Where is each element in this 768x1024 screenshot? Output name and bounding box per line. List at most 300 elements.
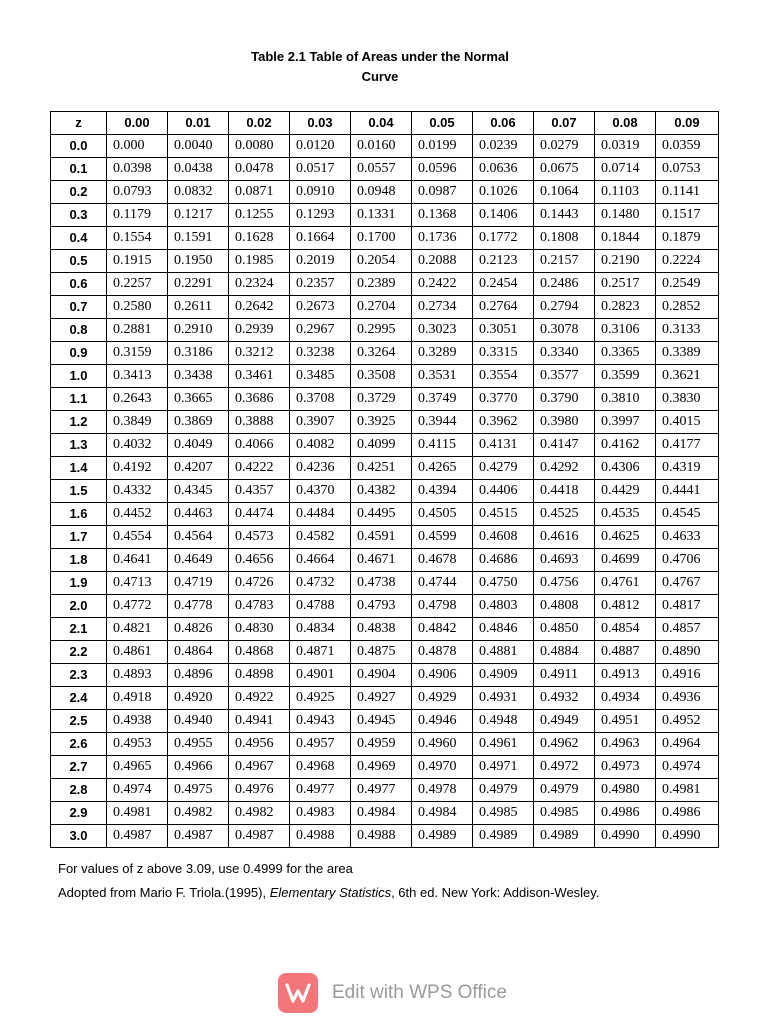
header-col-0.07: 0.07 [534,112,595,135]
area-cell: 0.2291 [168,273,229,296]
area-cell: 0.4370 [290,480,351,503]
area-cell: 0.4962 [534,733,595,756]
z-value-cell: 1.3 [51,434,107,457]
area-cell: 0.4838 [351,618,412,641]
area-cell: 0.4945 [351,710,412,733]
area-cell: 0.2673 [290,296,351,319]
area-cell: 0.4868 [229,641,290,664]
area-cell: 0.4881 [473,641,534,664]
area-cell: 0.4525 [534,503,595,526]
footnote-threshold: For values of z above 3.09, use 0.4999 for the area [58,861,353,876]
table-row [51,319,719,342]
area-cell: 0.0239 [473,135,534,158]
area-cell: 0.4778 [168,595,229,618]
area-cell: 0.0160 [351,135,412,158]
area-cell: 0.4713 [107,572,168,595]
area-cell: 0.4817 [656,595,719,618]
area-cell: 0.3508 [351,365,412,388]
area-cell: 0.4738 [351,572,412,595]
area-cell: 0.4985 [534,802,595,825]
area-cell: 0.3264 [351,342,412,365]
area-cell: 0.3810 [595,388,656,411]
area-cell: 0.0636 [473,158,534,181]
area-cell: 0.4099 [351,434,412,457]
area-cell: 0.2580 [107,296,168,319]
header-z: z [51,112,107,135]
area-cell: 0.3485 [290,365,351,388]
z-value-cell: 2.0 [51,595,107,618]
area-cell: 0.4975 [168,779,229,802]
table-row [51,779,719,802]
area-cell: 0.0793 [107,181,168,204]
citation-prefix: Adopted from Mario F. Triola.(1995), [58,885,270,900]
area-cell: 0.1026 [473,181,534,204]
table-row [51,296,719,319]
area-cell: 0.1772 [473,227,534,250]
area-cell: 0.3461 [229,365,290,388]
area-cell: 0.4554 [107,526,168,549]
area-cell: 0.3078 [534,319,595,342]
area-cell: 0.3869 [168,411,229,434]
z-value-cell: 2.4 [51,687,107,710]
area-cell: 0.4793 [351,595,412,618]
area-cell: 0.4306 [595,457,656,480]
area-cell: 0.4982 [229,802,290,825]
area-cell: 0.4951 [595,710,656,733]
table-title [0,47,760,87]
wps-badge-label: Edit with WPS Office [332,982,507,1003]
area-cell: 0.4015 [656,411,719,434]
area-cell: 0.4756 [534,572,595,595]
area-cell: 0.2454 [473,273,534,296]
z-value-cell: 0.7 [51,296,107,319]
area-cell: 0.1985 [229,250,290,273]
table-row [51,756,719,779]
area-cell: 0.4972 [534,756,595,779]
area-cell: 0.4957 [290,733,351,756]
area-cell: 0.3106 [595,319,656,342]
area-cell: 0.4441 [656,480,719,503]
area-cell: 0.2852 [656,296,719,319]
area-cell: 0.0517 [290,158,351,181]
z-value-cell: 2.3 [51,664,107,687]
area-cell: 0.4767 [656,572,719,595]
area-cell: 0.4564 [168,526,229,549]
area-cell: 0.4979 [534,779,595,802]
area-cell: 0.3888 [229,411,290,434]
table-row [51,273,719,296]
area-cell: 0.4812 [595,595,656,618]
area-cell: 0.4656 [229,549,290,572]
area-cell: 0.1808 [534,227,595,250]
area-cell: 0.4987 [107,825,168,848]
area-cell: 0.4961 [473,733,534,756]
area-cell: 0.2967 [290,319,351,342]
area-cell: 0.0040 [168,135,229,158]
area-cell: 0.1879 [656,227,719,250]
area-cell: 0.4987 [229,825,290,848]
area-cell: 0.0319 [595,135,656,158]
area-cell: 0.4279 [473,457,534,480]
header-col-0.08: 0.08 [595,112,656,135]
area-cell: 0.4750 [473,572,534,595]
area-cell: 0.3531 [412,365,473,388]
area-cell: 0.1406 [473,204,534,227]
area-cell: 0.4969 [351,756,412,779]
area-cell: 0.1915 [107,250,168,273]
area-cell: 0.4946 [412,710,473,733]
area-cell: 0.3962 [473,411,534,434]
area-cell: 0.2019 [290,250,351,273]
area-cell: 0.4649 [168,549,229,572]
area-cell: 0.2486 [534,273,595,296]
citation-book-title: Elementary Statistics [269,885,392,900]
area-cell: 0.4978 [412,779,473,802]
area-cell: 0.0279 [534,135,595,158]
area-cell: 0.4956 [229,733,290,756]
z-value-cell: 2.6 [51,733,107,756]
area-cell: 0.3729 [351,388,412,411]
area-cell: 0.4761 [595,572,656,595]
table-row [51,664,719,687]
z-value-cell: 1.7 [51,526,107,549]
area-cell: 0.4887 [595,641,656,664]
area-cell: 0.2357 [290,273,351,296]
area-cell: 0.3159 [107,342,168,365]
edit-with-wps-button[interactable] [278,970,507,1016]
area-cell: 0.0080 [229,135,290,158]
area-cell: 0.4986 [656,802,719,825]
area-cell: 0.4893 [107,664,168,687]
area-cell: 0.2088 [412,250,473,273]
area-cell: 0.4977 [351,779,412,802]
area-cell: 0.4875 [351,641,412,664]
z-value-cell: 1.6 [51,503,107,526]
area-cell: 0.4931 [473,687,534,710]
area-cell: 0.4913 [595,664,656,687]
area-cell: 0.4192 [107,457,168,480]
header-col-0.00: 0.00 [107,112,168,135]
area-cell: 0.3186 [168,342,229,365]
wps-logo-glyph [285,982,311,1004]
area-cell: 0.4066 [229,434,290,457]
area-cell: 0.4207 [168,457,229,480]
area-cell: 0.2157 [534,250,595,273]
area-cell: 0.4973 [595,756,656,779]
area-cell: 0.1950 [168,250,229,273]
area-cell: 0.4251 [351,457,412,480]
area-cell: 0.4693 [534,549,595,572]
area-cell: 0.0438 [168,158,229,181]
area-cell: 0.3340 [534,342,595,365]
header-col-0.05: 0.05 [412,112,473,135]
area-cell: 0.4854 [595,618,656,641]
area-cell: 0.0714 [595,158,656,181]
area-cell: 0.0753 [656,158,719,181]
area-cell: 0.3686 [229,388,290,411]
area-cell: 0.4940 [168,710,229,733]
area-cell: 0.4032 [107,434,168,457]
area-cell: 0.4934 [595,687,656,710]
area-cell: 0.4591 [351,526,412,549]
table-row [51,342,719,365]
area-cell: 0.4976 [229,779,290,802]
area-cell: 0.4846 [473,618,534,641]
wps-logo-icon [278,973,318,1013]
area-cell: 0.3599 [595,365,656,388]
area-cell: 0.4726 [229,572,290,595]
area-cell: 0.0871 [229,181,290,204]
z-value-cell: 1.0 [51,365,107,388]
area-cell: 0.4990 [595,825,656,848]
area-cell: 0.3365 [595,342,656,365]
footnotes [58,857,758,905]
area-cell: 0.4616 [534,526,595,549]
area-cell: 0.4394 [412,480,473,503]
area-cell: 0.3238 [290,342,351,365]
area-cell: 0.1591 [168,227,229,250]
area-cell: 0.4964 [656,733,719,756]
area-cell: 0.4974 [107,779,168,802]
area-cell: 0.4115 [412,434,473,457]
area-cell: 0.4573 [229,526,290,549]
table-row [51,480,719,503]
area-cell: 0.4049 [168,434,229,457]
area-cell: 0.4495 [351,503,412,526]
area-cell: 0.4783 [229,595,290,618]
area-cell: 0.3790 [534,388,595,411]
area-cell: 0.4788 [290,595,351,618]
area-cell: 0.3925 [351,411,412,434]
area-cell: 0.4959 [351,733,412,756]
z-value-cell: 2.9 [51,802,107,825]
area-cell: 0.4938 [107,710,168,733]
area-cell: 0.1255 [229,204,290,227]
area-cell: 0.4977 [290,779,351,802]
z-value-cell: 0.0 [51,135,107,158]
table-row [51,250,719,273]
z-value-cell: 1.8 [51,549,107,572]
area-cell: 0.3438 [168,365,229,388]
table-row [51,158,719,181]
area-cell: 0.4983 [290,802,351,825]
area-cell: 0.4988 [351,825,412,848]
area-cell: 0.4515 [473,503,534,526]
area-cell: 0.3907 [290,411,351,434]
area-cell: 0.3980 [534,411,595,434]
area-cell: 0.1179 [107,204,168,227]
area-cell: 0.4808 [534,595,595,618]
area-cell: 0.4878 [412,641,473,664]
area-cell: 0.2643 [107,388,168,411]
table-row [51,434,719,457]
z-value-cell: 3.0 [51,825,107,848]
table-row [51,641,719,664]
area-cell: 0.4927 [351,687,412,710]
header-col-0.01: 0.01 [168,112,229,135]
area-cell: 0.4948 [473,710,534,733]
area-cell: 0.2794 [534,296,595,319]
table-row [51,457,719,480]
area-cell: 0.2734 [412,296,473,319]
table-row [51,710,719,733]
area-cell: 0.3389 [656,342,719,365]
area-cell: 0.2939 [229,319,290,342]
citation-suffix: , 6th ed. New York: Addison-Wesley. [391,885,600,900]
area-cell: 0.4633 [656,526,719,549]
header-col-0.09: 0.09 [656,112,719,135]
area-cell: 0.3749 [412,388,473,411]
area-cell: 0.4706 [656,549,719,572]
area-cell: 0.4884 [534,641,595,664]
area-cell: 0.3133 [656,319,719,342]
area-cell: 0.4989 [412,825,473,848]
area-cell: 0.4406 [473,480,534,503]
area-cell: 0.2910 [168,319,229,342]
area-cell: 0.4826 [168,618,229,641]
area-cell: 0.0359 [656,135,719,158]
area-cell: 0.4842 [412,618,473,641]
area-cell: 0.4979 [473,779,534,802]
area-cell: 0.4830 [229,618,290,641]
area-cell: 0.4981 [656,779,719,802]
area-cell: 0.4911 [534,664,595,687]
area-cell: 0.3665 [168,388,229,411]
area-cell: 0.4909 [473,664,534,687]
area-cell: 0.0478 [229,158,290,181]
area-cell: 0.4850 [534,618,595,641]
area-cell: 0.4929 [412,687,473,710]
area-cell: 0.2224 [656,250,719,273]
table-row [51,227,719,250]
area-cell: 0.4678 [412,549,473,572]
area-cell: 0.4732 [290,572,351,595]
area-cell: 0.0398 [107,158,168,181]
z-value-cell: 0.8 [51,319,107,342]
z-value-cell: 2.5 [51,710,107,733]
area-cell: 0.4988 [290,825,351,848]
area-cell: 0.0910 [290,181,351,204]
area-cell: 0.4989 [534,825,595,848]
normal-curve-table [50,111,719,848]
area-cell: 0.4987 [168,825,229,848]
area-cell: 0.4981 [107,802,168,825]
area-cell: 0.3315 [473,342,534,365]
area-cell: 0.4986 [595,802,656,825]
area-cell: 0.4984 [351,802,412,825]
area-cell: 0.3770 [473,388,534,411]
area-cell: 0.4147 [534,434,595,457]
area-cell: 0.4582 [290,526,351,549]
z-value-cell: 0.9 [51,342,107,365]
area-cell: 0.4864 [168,641,229,664]
area-cell: 0.2549 [656,273,719,296]
area-cell: 0.1331 [351,204,412,227]
area-cell: 0.4686 [473,549,534,572]
area-cell: 0.4861 [107,641,168,664]
area-cell: 0.4932 [534,687,595,710]
area-cell: 0.3944 [412,411,473,434]
area-cell: 0.1517 [656,204,719,227]
area-cell: 0.2190 [595,250,656,273]
table-body [51,135,719,848]
area-cell: 0.3849 [107,411,168,434]
area-cell: 0.0832 [168,181,229,204]
z-value-cell: 0.3 [51,204,107,227]
area-cell: 0.1368 [412,204,473,227]
area-cell: 0.4429 [595,480,656,503]
area-cell: 0.0987 [412,181,473,204]
area-cell: 0.3023 [412,319,473,342]
area-cell: 0.1103 [595,181,656,204]
table-row [51,572,719,595]
area-cell: 0.4906 [412,664,473,687]
area-cell: 0.4319 [656,457,719,480]
z-value-cell: 1.4 [51,457,107,480]
area-cell: 0.1480 [595,204,656,227]
table-row [51,411,719,434]
area-cell: 0.1064 [534,181,595,204]
area-cell: 0.4418 [534,480,595,503]
table-header-row [51,112,719,135]
area-cell: 0.4963 [595,733,656,756]
area-cell: 0.4505 [412,503,473,526]
area-cell: 0.2517 [595,273,656,296]
z-value-cell: 2.8 [51,779,107,802]
z-value-cell: 1.5 [51,480,107,503]
area-cell: 0.1293 [290,204,351,227]
area-cell: 0.4382 [351,480,412,503]
area-cell: 0.4871 [290,641,351,664]
z-value-cell: 0.6 [51,273,107,296]
area-cell: 0.4974 [656,756,719,779]
z-value-cell: 2.7 [51,756,107,779]
area-cell: 0.1664 [290,227,351,250]
area-cell: 0.1736 [412,227,473,250]
area-cell: 0.4236 [290,457,351,480]
area-cell: 0.4955 [168,733,229,756]
title-line-1: Table 2.1 Table of Areas under the Normal [251,49,509,64]
area-cell: 0.0120 [290,135,351,158]
table-row [51,618,719,641]
area-cell: 0.4952 [656,710,719,733]
area-cell: 0.4292 [534,457,595,480]
area-cell: 0.4162 [595,434,656,457]
area-cell: 0.4082 [290,434,351,457]
area-cell: 0.0199 [412,135,473,158]
area-cell: 0.1628 [229,227,290,250]
area-cell: 0.2054 [351,250,412,273]
title-line-2: Curve [361,69,399,84]
table-row [51,365,719,388]
area-cell: 0.4535 [595,503,656,526]
area-cell: 0.4131 [473,434,534,457]
area-cell: 0.000 [107,135,168,158]
area-cell: 0.4625 [595,526,656,549]
area-cell: 0.4890 [656,641,719,664]
z-value-cell: 0.5 [51,250,107,273]
area-cell: 0.2611 [168,296,229,319]
area-cell: 0.2257 [107,273,168,296]
area-cell: 0.3621 [656,365,719,388]
area-cell: 0.4918 [107,687,168,710]
area-cell: 0.4898 [229,664,290,687]
area-cell: 0.4982 [168,802,229,825]
area-cell: 0.4985 [473,802,534,825]
area-cell: 0.4798 [412,595,473,618]
header-col-0.06: 0.06 [473,112,534,135]
table-row [51,503,719,526]
